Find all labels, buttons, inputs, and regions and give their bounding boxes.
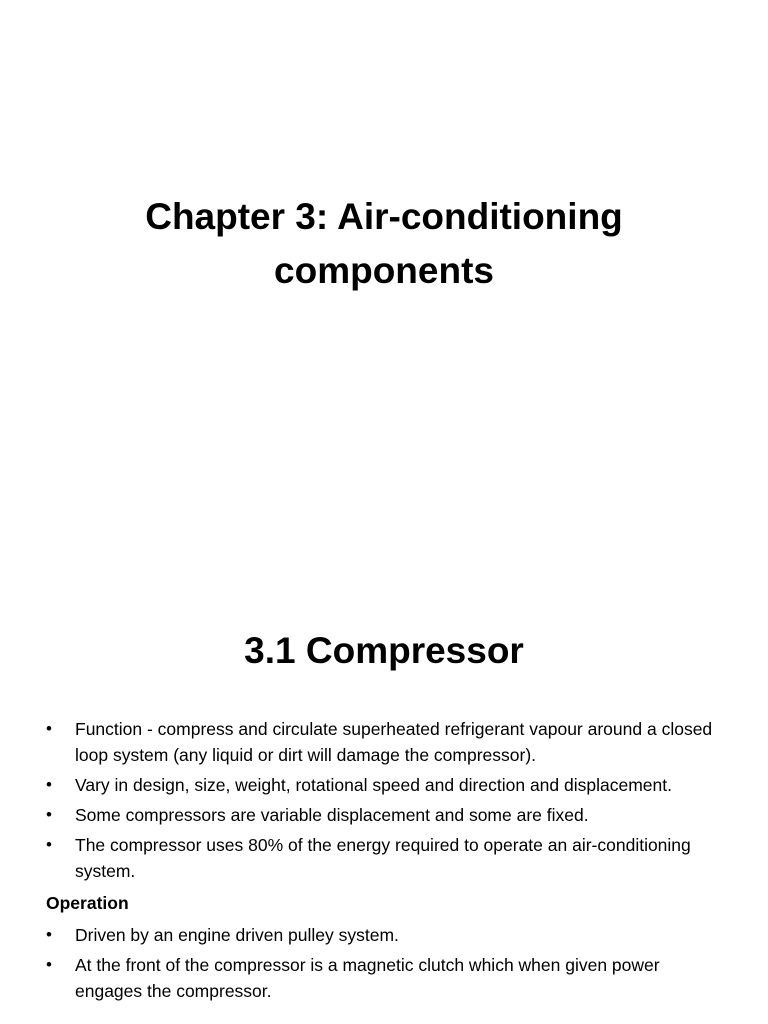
list-item (46, 832, 726, 884)
list-item (46, 802, 726, 828)
list-item-text: At the front of the compressor is a magnetic clutch which when given power engages the compressor. (75, 955, 660, 1001)
bullet-icon: • (46, 719, 52, 738)
bullet-icon: • (46, 925, 52, 944)
bullet-list (46, 716, 726, 884)
list-item-text: Driven by an engine driven pulley system. (75, 925, 399, 945)
bullet-icon: • (46, 775, 52, 794)
slide-content (46, 716, 726, 1008)
list-item (46, 952, 726, 1004)
bullet-icon: • (46, 835, 52, 854)
list-item (46, 772, 726, 798)
list-item (46, 922, 726, 948)
list-item (46, 716, 726, 768)
list-item-text: Function - compress and circulate superheated refrigerant vapour around a closed loop system (any liquid or dirt will damage the compressor). (75, 719, 713, 765)
operation-heading: Operation (46, 893, 129, 913)
section-title: 3.1 Compressor (244, 630, 524, 671)
bullet-icon: • (46, 805, 52, 824)
slide-compressor (0, 576, 768, 1024)
list-item-text: The compressor uses 80% of the energy required to operate an air-conditioning system. (75, 835, 691, 881)
bullet-icon: • (46, 955, 52, 974)
chapter-title: Chapter 3: Air-conditioning components (145, 196, 623, 291)
list-item-text: Some compressors are variable displacement and some are fixed. (75, 805, 589, 825)
operation-bullet-list (46, 922, 726, 1004)
list-item-text: Vary in design, size, weight, rotational speed and direction and displacement. (75, 775, 672, 795)
